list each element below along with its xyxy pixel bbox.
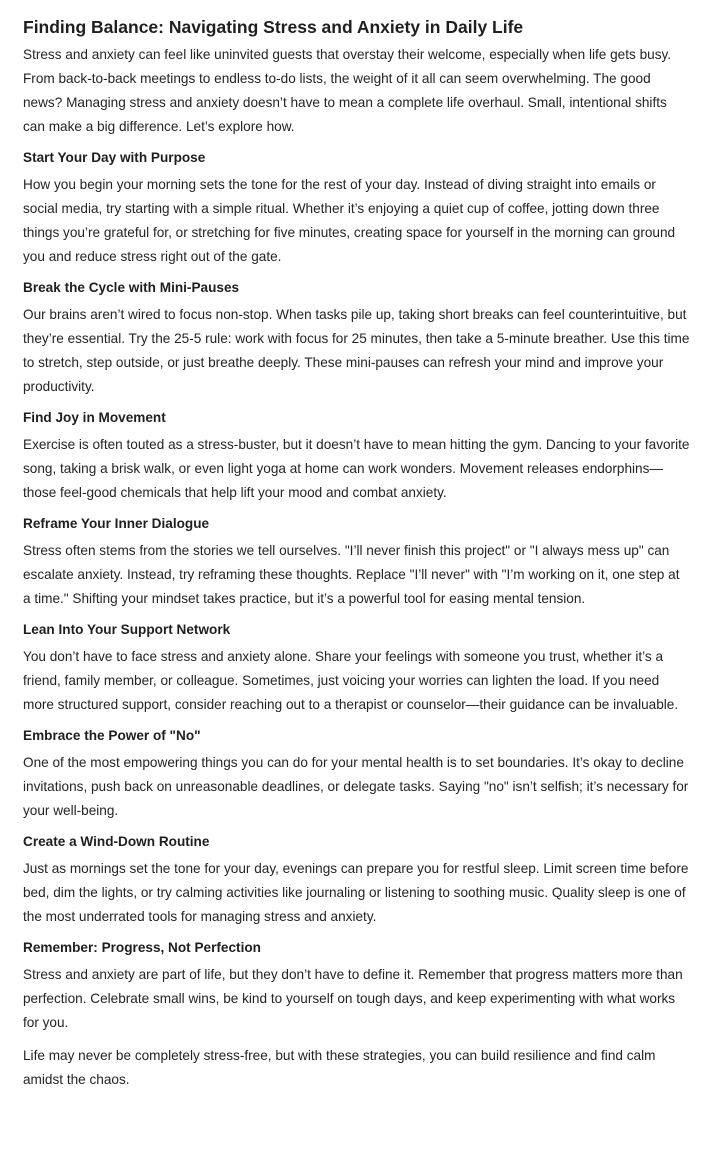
section-body: Just as mornings set the tone for your day, evenings can prepare you for restful sleep. Limit screen time before bed, dim the lights, or try calming activities like journaling or listening to soothing music. Quality sleep is one of the most underrated tools for managing stress and anxiety. <box>23 861 689 924</box>
section-body: One of the most empowering things you can do for your mental health is to set boundaries. It’s okay to decline invitations, push back on unreasonable deadlines, or delegate tasks. Saying "no" isn’t selfish; it’s necessary for your well-being. <box>23 755 689 818</box>
section-heading: Start Your Day with Purpose <box>23 150 206 165</box>
section-heading: Reframe Your Inner Dialogue <box>23 516 210 531</box>
intro-paragraph: Stress and anxiety can feel like uninvited guests that overstay their welcome, especially when life gets busy. From back-to-back meetings to endless to-do lists, the weight of it all can seem overwhelming. The good news? Managing stress and anxiety doesn’t have to mean a complete life overhaul. Small, intentional shifts can make a big difference. Let’s explore how. <box>23 47 672 134</box>
section-body: Our brains aren’t wired to focus non-stop. When tasks pile up, taking short breaks can feel counterintuitive, but they’re essential. Try the 25-5 rule: work with focus for 25 minutes, then take a 5-minute breather. Use this time to stretch, step outside, or just breathe deeply. These mini-pauses can refresh your mind and improve your productivity. <box>23 307 690 394</box>
closing-paragraph: Life may never be completely stress-free, but with these strategies, you can build resilience and find calm amidst the chaos. <box>23 1048 656 1087</box>
article-title: Finding Balance: Navigating Stress and Anxiety in Daily Life <box>23 17 524 37</box>
section-heading: Lean Into Your Support Network <box>23 622 231 637</box>
section-heading: Remember: Progress, Not Perfection <box>23 940 261 955</box>
section-morning <box>23 148 690 269</box>
section-body: Stress and anxiety are part of life, but they don’t have to define it. Remember that progress matters more than perfection. Celebrate small wins, be kind to yourself on tough days, and keep experimenting with what works for you. <box>23 967 683 1030</box>
section-mini-pauses <box>23 278 690 399</box>
section-body: How you begin your morning sets the tone for the rest of your day. Instead of diving straight into emails or social media, try starting with a simple ritual. Whether it’s enjoying a quiet cup of coffee, jotting down three things you’re grateful for, or stretching for five minutes, creating space for yourself in the morning can ground you and reduce stress right out of the gate. <box>23 177 676 264</box>
section-power-of-no <box>23 726 690 823</box>
section-inner-dialogue <box>23 514 690 611</box>
section-heading: Find Joy in Movement <box>23 410 166 425</box>
section-progress <box>23 938 690 1035</box>
section-body: Exercise is often touted as a stress-buster, but it doesn’t have to mean hitting the gym. Dancing to your favorite song, taking a brisk walk, or even light yoga at home can work wonders. Movement releases endorphins—those feel-good chemicals that help lift your mood and combat anxiety. <box>23 437 690 500</box>
section-heading: Embrace the Power of "No" <box>23 728 201 743</box>
section-body: Stress often stems from the stories we tell ourselves. "I’ll never finish this project" or "I always mess up" can escalate anxiety. Instead, try reframing these thoughts. Replace "I’ll never" with "I’m working on it, one step at a time." Shifting your mindset takes practice, but it’s a powerful tool for easing mental tension. <box>23 543 680 606</box>
section-wind-down <box>23 832 690 929</box>
section-body: You don’t have to face stress and anxiety alone. Share your feelings with someone you trust, whether it’s a friend, family member, or colleague. Sometimes, just voicing your worries can lighten the load. If you need more structured support, consider reaching out to a therapist or counselor—their guidance can be invaluable. <box>23 649 679 712</box>
section-heading: Break the Cycle with Mini-Pauses <box>23 280 240 295</box>
section-support-network <box>23 620 690 717</box>
section-heading: Create a Wind-Down Routine <box>23 834 210 849</box>
section-movement <box>23 408 690 505</box>
